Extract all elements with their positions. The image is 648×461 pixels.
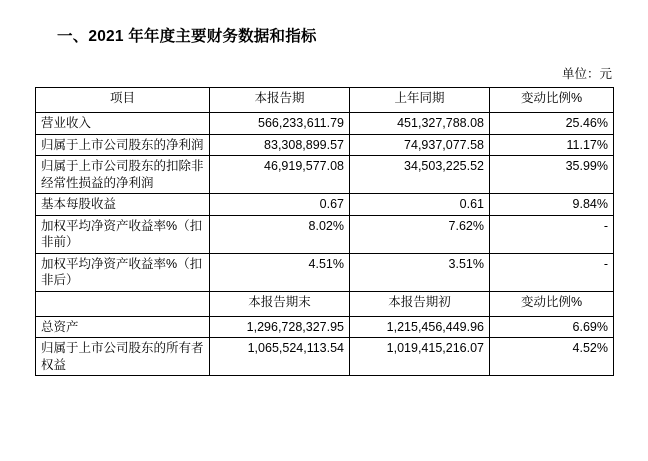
row-current-value: 83,308,899.57 [210, 134, 350, 156]
row-previous-value: 1,019,415,216.07 [350, 338, 490, 376]
row-current-value: 46,919,577.08 [210, 156, 350, 194]
subheader-item [36, 291, 210, 316]
row-previous-value: 7.62% [350, 215, 490, 253]
row-current-value: 8.02% [210, 215, 350, 253]
row-label: 营业收入 [36, 113, 210, 135]
row-previous-value: 74,937,077.58 [350, 134, 490, 156]
table-row [36, 215, 614, 253]
table-row [36, 253, 614, 291]
table-row [36, 316, 614, 338]
row-change-value: - [490, 253, 614, 291]
row-label: 归属于上市公司股东的所有者权益 [36, 338, 210, 376]
row-current-value: 0.67 [210, 194, 350, 216]
row-previous-value: 1,215,456,449.96 [350, 316, 490, 338]
financial-data-table [35, 87, 614, 376]
row-previous-value: 3.51% [350, 253, 490, 291]
page-title: 一、2021 年年度主要财务数据和指标 [57, 28, 317, 45]
subheader-current: 本报告期末 [210, 291, 350, 316]
column-header-previous: 上年同期 [350, 88, 490, 113]
column-header-change: 变动比例% [490, 88, 614, 113]
row-label: 归属于上市公司股东的扣除非经常性损益的净利润 [36, 156, 210, 194]
table-subheader-row [36, 291, 614, 316]
row-current-value: 1,296,728,327.95 [210, 316, 350, 338]
row-change-value: 25.46% [490, 113, 614, 135]
table-row [36, 113, 614, 135]
row-change-value: 6.69% [490, 316, 614, 338]
table-header-row [36, 88, 614, 113]
row-current-value: 566,233,611.79 [210, 113, 350, 135]
row-change-value: 35.99% [490, 156, 614, 194]
row-previous-value: 451,327,788.08 [350, 113, 490, 135]
column-header-item: 项目 [36, 88, 210, 113]
row-current-value: 4.51% [210, 253, 350, 291]
table-row [36, 194, 614, 216]
row-label: 归属于上市公司股东的净利润 [36, 134, 210, 156]
table-row [36, 156, 614, 194]
column-header-current: 本报告期 [210, 88, 350, 113]
row-previous-value: 0.61 [350, 194, 490, 216]
subheader-change: 变动比例% [490, 291, 614, 316]
table-row [36, 338, 614, 376]
row-change-value: 4.52% [490, 338, 614, 376]
row-previous-value: 34,503,225.52 [350, 156, 490, 194]
table-row [36, 134, 614, 156]
unit-note: 单位：元 [561, 67, 612, 81]
row-label: 基本每股收益 [36, 194, 210, 216]
row-label: 加权平均净资产收益率%（扣非后） [36, 253, 210, 291]
subheader-previous: 本报告期初 [350, 291, 490, 316]
row-label: 总资产 [36, 316, 210, 338]
row-change-value: - [490, 215, 614, 253]
row-change-value: 9.84% [490, 194, 614, 216]
row-change-value: 11.17% [490, 134, 614, 156]
row-label: 加权平均净资产收益率%（扣非前） [36, 215, 210, 253]
row-current-value: 1,065,524,113.54 [210, 338, 350, 376]
